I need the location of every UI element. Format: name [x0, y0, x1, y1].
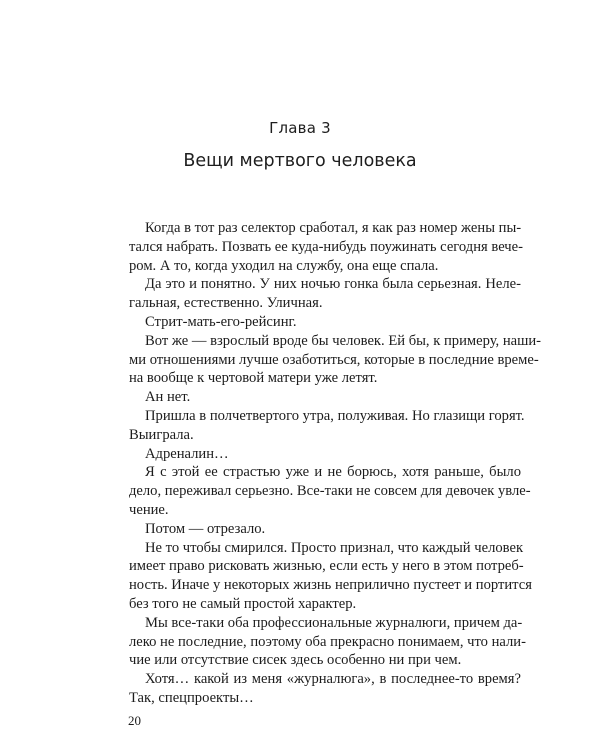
text-line: ность. Иначе у некоторых жизнь неприлично пустеет и портится — [129, 577, 532, 594]
text-line: дело, переживал серьезно. Все-таки не совсем для девочек увле- — [129, 483, 531, 500]
text-line: имеет право рисковать жизнью, если есть у него в этом потреб- — [129, 558, 524, 575]
text-line: Стрит-мать-его-рейсинг. — [145, 313, 297, 330]
text-line: гальная, естественно. Уличная. — [129, 295, 323, 312]
text-line: ми отношениями лучше озаботиться, которые в последние време- — [129, 351, 539, 368]
text-line: Ан нет. — [145, 389, 191, 406]
text-line: Когда в тот раз селектор сработал, я как раз номер жены пы- — [145, 220, 522, 236]
text-line: чение. — [129, 501, 169, 518]
text-line: Выиграла. — [129, 426, 194, 443]
text-line: леко не последние, поэтому оба прекрасно понимаем, что нали- — [129, 633, 526, 650]
text-line: ром. А то, когда уходил на службу, она еще спала. — [129, 257, 439, 274]
text-line: на вообще к чертовой матери уже летят. — [129, 370, 378, 387]
chapter-number: Глава 3 — [269, 119, 331, 137]
chapter-body — [129, 219, 542, 708]
text-line: Вот же — взрослый вроде бы человек. Ей бы, к примеру, наши- — [145, 332, 542, 349]
text-line: Я с этой ее страстью уже и не борюсь, хотя раньше, было — [145, 464, 521, 481]
text-line: без того не самый простой характер. — [129, 595, 357, 612]
text-line: Адреналин… — [145, 445, 229, 462]
text-line: Да это и понятно. У них ночью гонка была серьезная. Неле- — [145, 276, 521, 293]
chapter-title: Вещи мертвого человека — [183, 151, 417, 171]
text-line: Так, спецпроекты… — [129, 689, 254, 706]
text-line: Мы все-таки оба профессиональные журналюги, причем да- — [145, 614, 523, 631]
text-line: Пришла в полчетвертого утра, полуживая. Но глазищи горят. — [145, 407, 525, 424]
text-line: Потом — отрезало. — [145, 520, 266, 537]
text-line: тался набрать. Позвать ее куда-нибудь поужинать сегодня вече- — [129, 238, 523, 255]
page-number: 20 — [128, 713, 141, 728]
text-line: Не то чтобы смирился. Просто признал, что каждый человек — [145, 539, 524, 556]
text-line: Хотя… какой из меня «журналюга», в последнее-то время? — [145, 671, 521, 688]
text-line: чие или отсутствие сисек здесь особенно ни при чем. — [129, 652, 462, 669]
